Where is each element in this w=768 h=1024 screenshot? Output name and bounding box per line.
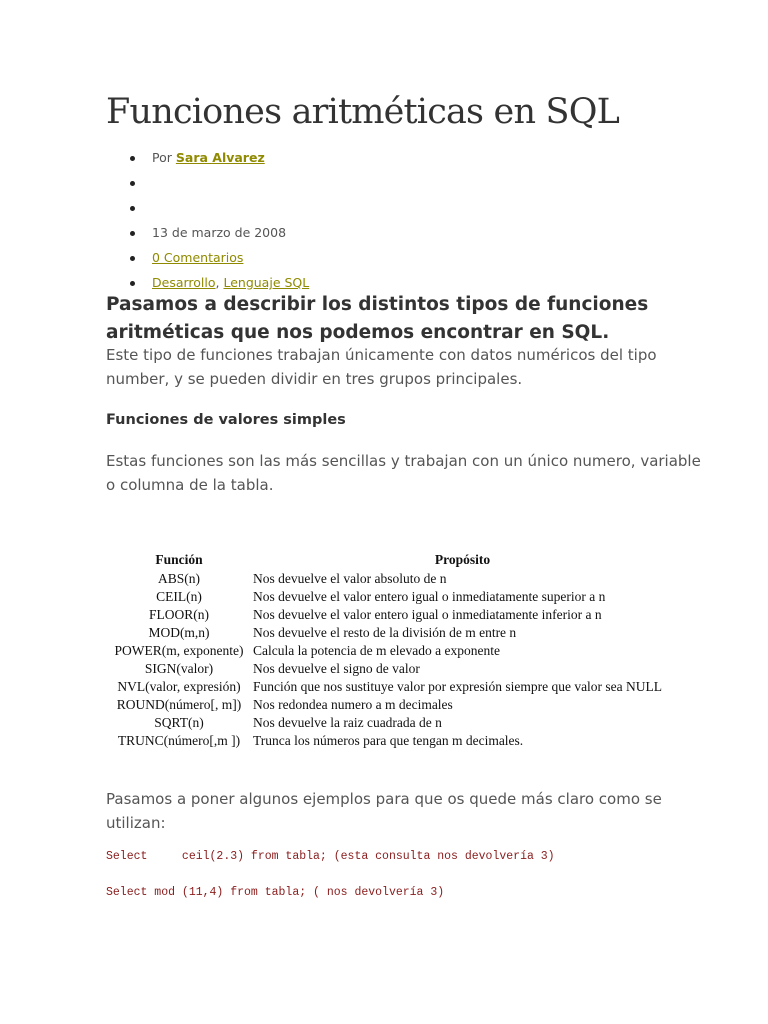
function-name-cell: CEIL(n)	[156, 589, 202, 604]
intro-heading: Pasamos a describir los distintos tipos de funciones aritméticas que nos podemos encontrar en SQL.	[106, 294, 649, 343]
meta-empty-item	[130, 198, 309, 223]
function-purpose-cell: Nos devuelve el valor absoluto de n	[253, 571, 447, 586]
function-purpose-cell: Función que nos sustituye valor por expresión siempre que valor sea NULL	[253, 679, 663, 694]
table-header-row	[106, 551, 673, 570]
function-purpose-cell: Trunca los números para que tengan m decimales.	[253, 733, 524, 748]
table-row	[106, 732, 673, 750]
examples-paragraph: Pasamos a poner algunos ejemplos para que os quede más claro como se utilizan:	[106, 790, 662, 832]
meta-empty-item	[130, 173, 309, 198]
function-name-cell: TRUNC(número[,m ])	[117, 733, 241, 748]
table-row	[106, 696, 673, 714]
section-paragraph: Estas funciones son las más sencillas y trabajan con un único numero, variable o columna de la tabla.	[106, 452, 701, 494]
by-label: Por	[152, 150, 172, 165]
function-purpose-cell: Nos devuelve el valor entero igual o inmediatamente inferior a n	[253, 607, 602, 622]
code-example-2: Select mod (11,4) from tabla; ( nos devolvería 3)	[106, 886, 445, 899]
article-title: Funciones aritméticas en SQL	[106, 92, 620, 132]
code-example-1: Select ceil(2.3) from tabla; (esta consulta nos devolvería 3)	[106, 850, 555, 863]
table-row	[106, 678, 673, 696]
functions-table	[106, 551, 673, 750]
category-link-desarrollo[interactable]: Desarrollo	[152, 275, 216, 290]
function-purpose-cell: Nos devuelve la raiz cuadrada de n	[253, 715, 442, 730]
author-link[interactable]: Sara Alvarez	[175, 150, 265, 165]
category-link-lenguaje-sql[interactable]: Lenguaje SQL	[223, 275, 310, 290]
table-row	[106, 714, 673, 732]
header-purpose: Propósito	[434, 552, 491, 567]
meta-author	[130, 148, 309, 173]
function-name-cell: MOD(m,n)	[148, 625, 210, 640]
function-name-cell: ROUND(número[, m])	[116, 697, 242, 712]
intro-paragraph: Este tipo de funciones trabajan únicamente con datos numéricos del tipo number, y se pueden dividir en tres grupos principales.	[106, 346, 657, 388]
function-name-cell: POWER(m, exponente)	[114, 643, 244, 658]
table-body	[106, 570, 673, 750]
meta-date	[130, 223, 309, 248]
meta-comments	[130, 248, 309, 273]
function-name-cell: SIGN(valor)	[144, 661, 214, 676]
function-name-cell: ABS(n)	[157, 571, 200, 586]
function-purpose-cell: Calcula la potencia de m elevado a exponente	[253, 643, 501, 658]
section-heading: Funciones de valores simples	[106, 412, 346, 428]
table-row	[106, 660, 673, 678]
table-row	[106, 606, 673, 624]
header-function: Función	[155, 552, 203, 567]
function-purpose-cell: Nos devuelve el valor entero igual o inmediatamente superior a n	[253, 589, 606, 604]
function-purpose-cell: Nos devuelve el signo de valor	[253, 661, 420, 676]
table-row	[106, 570, 673, 588]
function-purpose-cell: Nos redondea numero a m decimales	[253, 697, 453, 712]
category-separator: ,	[215, 275, 224, 290]
table-row	[106, 588, 673, 606]
function-purpose-cell: Nos devuelve el resto de la división de m entre n	[253, 625, 517, 640]
function-name-cell: SQRT(n)	[154, 715, 204, 730]
table-row	[106, 624, 673, 642]
article-meta-list	[130, 148, 309, 298]
function-name-cell: FLOOR(n)	[149, 607, 209, 622]
publish-date: 13 de marzo de 2008	[152, 225, 287, 240]
comments-link[interactable]: 0 Comentarios	[152, 250, 244, 265]
table-row	[106, 642, 673, 660]
function-name-cell: NVL(valor, expresión)	[117, 679, 241, 694]
